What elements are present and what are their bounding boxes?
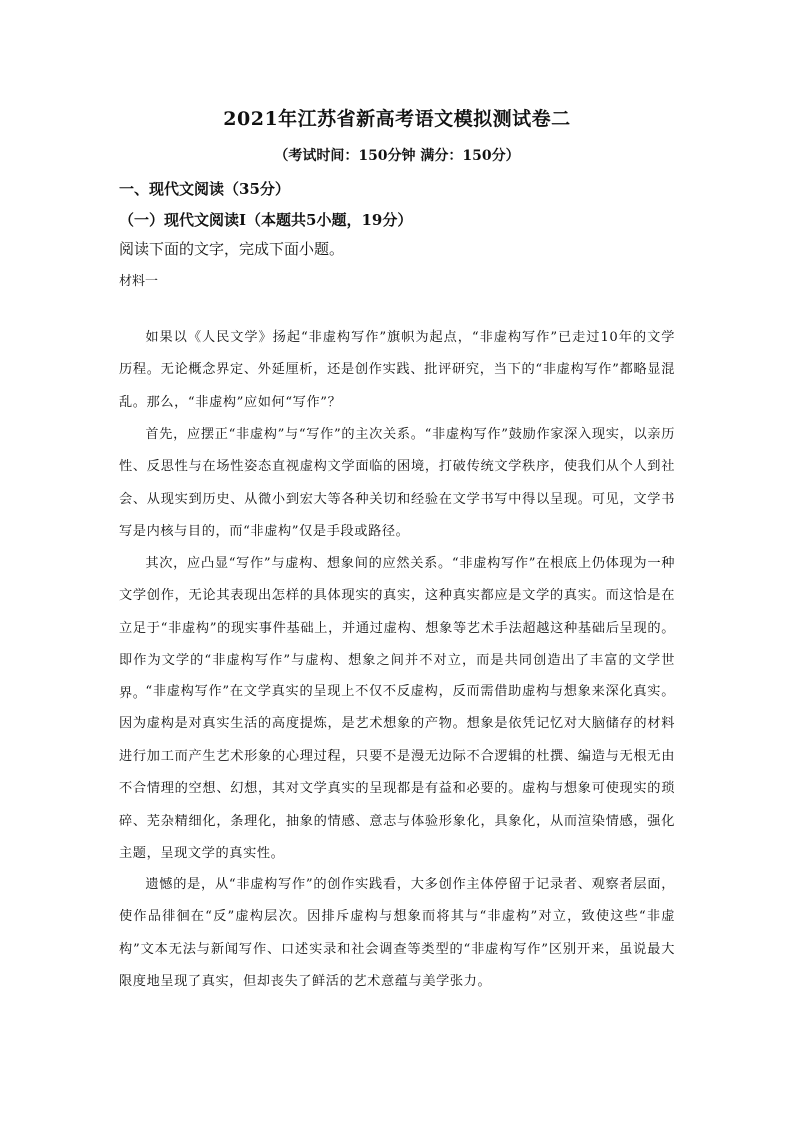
paragraph-1: 如果以《人民文学》扬起“非虚构写作”旗帜为起点，“非虚构写作”已走过10年的文学历程。无论概念界定、外延厘析，还是创作实践、批评研究，当下的“非虚构写作”都略显混乱。那么，“非虚构”应如何“写作”？ [119, 330, 675, 410]
subsection-heading: （一）现代文阅读Ⅰ（本题共5小题，19分） [119, 211, 413, 229]
material-label: 材料一 [119, 274, 159, 289]
paragraph-4: “非虚构写作”在文学真实的呈现上不仅不反虚构，反而需借助虚构与想象来深化真实。因为虚构是对真实生活的高度提炼，是艺术想象的产物。想象是依凭记忆对大脑储存的材料进行加工而产生艺术形象的心理过程，只要不是漫无边际不合逻辑的杜撰、编造与无根无由不合情理的空想、幻想，其对文学真实的呈现都是有益和必要的。虚构与想象可使现实的琐碎、芜杂精细化，条理化，抽象的情感、意志与体验形象化，具象化，从而渲染情感，强化主题，呈现文学的真实性。 [119, 684, 675, 862]
paragraph-2: 首先，应摆正“非虚构”与“写作”的主次关系。“非虚构写作”鼓励作家深入现实，以亲历性、反思性与在场性姿态直视虚构文学面临的困境，打破传统文学秩序，使我们从个人到社会、从现实到历史、从微小到宏大等各种关切和经验在文学书写中得以呈现。可见，文学书写是内核与目的，而“非虚构”仅是手段或路径。 [119, 427, 675, 540]
paragraph-5: 遗憾的是，从“非虚构写作”的创作实践看，大多创作主体停留于记录者、观察者层面，使作品徘徊在“反”虚构层次。因排斥虚构与想象而将其与“非虚构”对立，致使这些“非虚构”文本无法与新闻写作、口述实录和社会调查等类型的“非虚构写作”区别开来，虽说最大限度地呈现了真实，但却丧失了鲜活的艺术意蕴与美学张力。 [119, 877, 675, 990]
section-heading: 一、现代文阅读（35分） [119, 180, 290, 198]
reading-instruction: 阅读下面的文字，完成下面小题。 [119, 240, 345, 258]
paragraph-3: 其次，应凸显“写作”与虚构、想象间的应然关系。“非虚构写作”在根底上仍体现为一种文学创作，无论其表现出怎样的具体现实的真实，这种真实都应是文学的真实。而这恰是在立足于“非虚构”的现实事件基础上，并通过虚构、想象等艺术手法超越这种基础后呈现的。即作为文学的“非虚构写作”与虚构、想象之间并不对立，而是共同创造出了丰富的文学世界。 [119, 556, 675, 701]
exam-title: 2021年江苏省新高考语文模拟测试卷二 [223, 108, 571, 130]
exam-subtitle: （考试时间：150分钟 满分：150分） [274, 148, 520, 164]
